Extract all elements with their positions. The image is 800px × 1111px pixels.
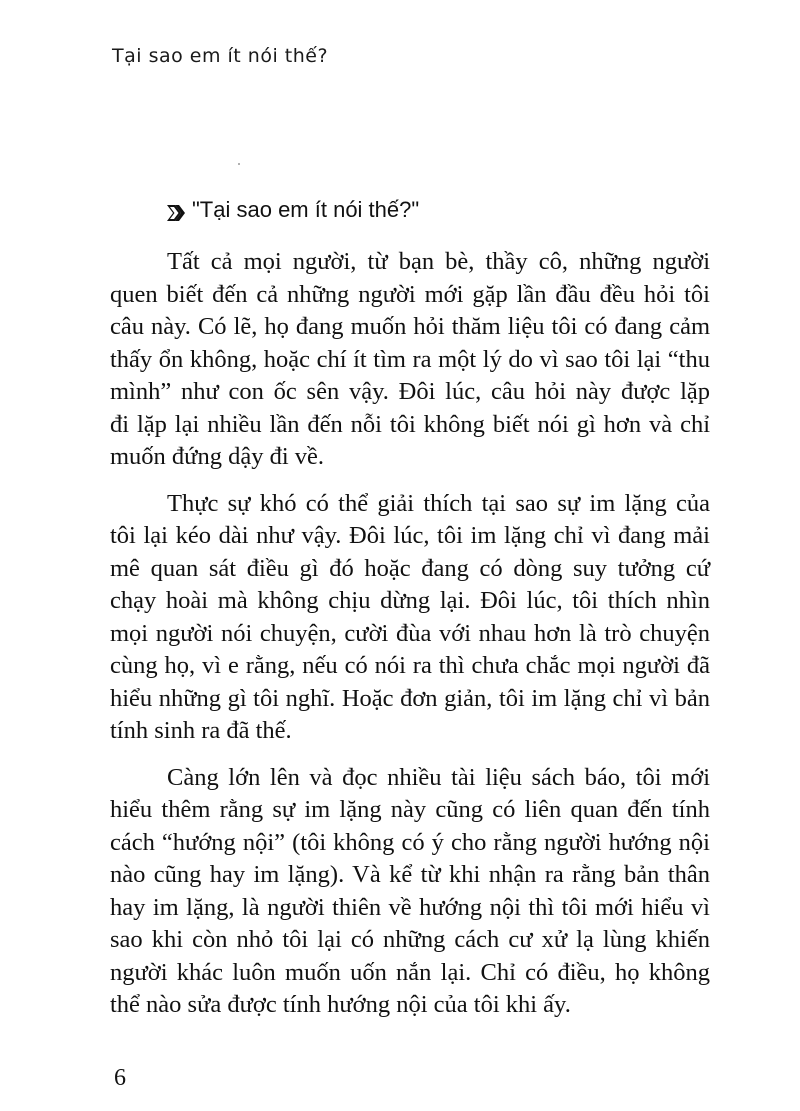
section-heading-text: "Tại sao em ít nói thế?": [192, 197, 420, 222]
text-line: đi lặp lại nhiều lần đến nỗi tôi không biết nói gì hơn và chỉ: [110, 410, 710, 438]
text-line: hiểu những gì tôi nghĩ. Hoặc đơn giản, tôi im lặng chỉ vì bản: [110, 684, 710, 712]
text-line: cách “hướng nội” (tôi không có ý cho rằng người hướng nội: [110, 828, 710, 856]
paragraph-2: [110, 488, 710, 748]
scan-speck: [238, 163, 240, 165]
text-line: mọi người nói chuyện, cười đùa với nhau hơn là trò chuyện: [110, 619, 710, 647]
text-line: muốn đứng dậy đi về.: [110, 443, 325, 470]
text-line: Thực sự khó có thể giải thích tại sao sự im lặng của: [167, 489, 710, 517]
text-line: mình” như con ốc sên vậy. Đôi lúc, câu hỏi này được lặp: [110, 378, 710, 405]
section-heading: [166, 196, 419, 224]
text-line: thể nào sửa được tính hướng nội của tôi khi ấy.: [110, 991, 571, 1018]
text-line: hiểu thêm rằng sự im lặng này cũng có liên quan đến tính: [110, 796, 710, 823]
text-line: Tất cả mọi người, từ bạn bè, thầy cô, những người: [167, 248, 710, 275]
text-line: tính sinh ra đã thế.: [110, 717, 292, 744]
running-head: Tại sao em ít nói thế?: [112, 45, 329, 67]
text-line: quen biết đến cả những người mới gặp lần đầu đều hỏi tôi: [110, 280, 710, 308]
double-chevron-right-icon: [166, 201, 186, 219]
body-text: [110, 246, 710, 1022]
text-line: nào cũng hay im lặng). Và kể từ khi nhận ra rằng bản thân: [110, 861, 710, 888]
page-number: 6: [114, 1065, 126, 1091]
paragraph-3: [110, 762, 710, 1022]
text-line: người khác luôn muốn uốn nắn lại. Chỉ có điều, họ không: [110, 958, 710, 986]
text-line: câu này. Có lẽ, họ đang muốn hỏi thăm liệu tôi có đang cảm: [110, 313, 710, 340]
text-line: cùng họ, vì e rằng, nếu có nói ra thì chưa chắc mọi người đã: [110, 652, 710, 679]
text-line: chạy hoài mà không chịu dừng lại. Đôi lúc, tôi thích nhìn: [110, 587, 710, 614]
paragraph-1: [110, 246, 710, 474]
text-line: thấy ổn không, hoặc chí ít tìm ra một lý do vì sao tôi lại “thu: [110, 345, 710, 373]
text-line: hay im lặng, là người thiên về hướng nội thì tôi mới hiểu vì: [110, 893, 710, 921]
text-line: sao khi còn nhỏ tôi lại có những cách cư xử lạ lùng khiến: [110, 926, 710, 953]
text-line: tôi lại kéo dài như vậy. Đôi lúc, tôi im lặng chỉ vì đang mải: [110, 522, 710, 549]
text-line: Càng lớn lên và đọc nhiều tài liệu sách báo, tôi mới: [167, 763, 710, 791]
text-line: mê quan sát điều gì đó hoặc đang có dòng suy tưởng cứ: [110, 554, 710, 582]
